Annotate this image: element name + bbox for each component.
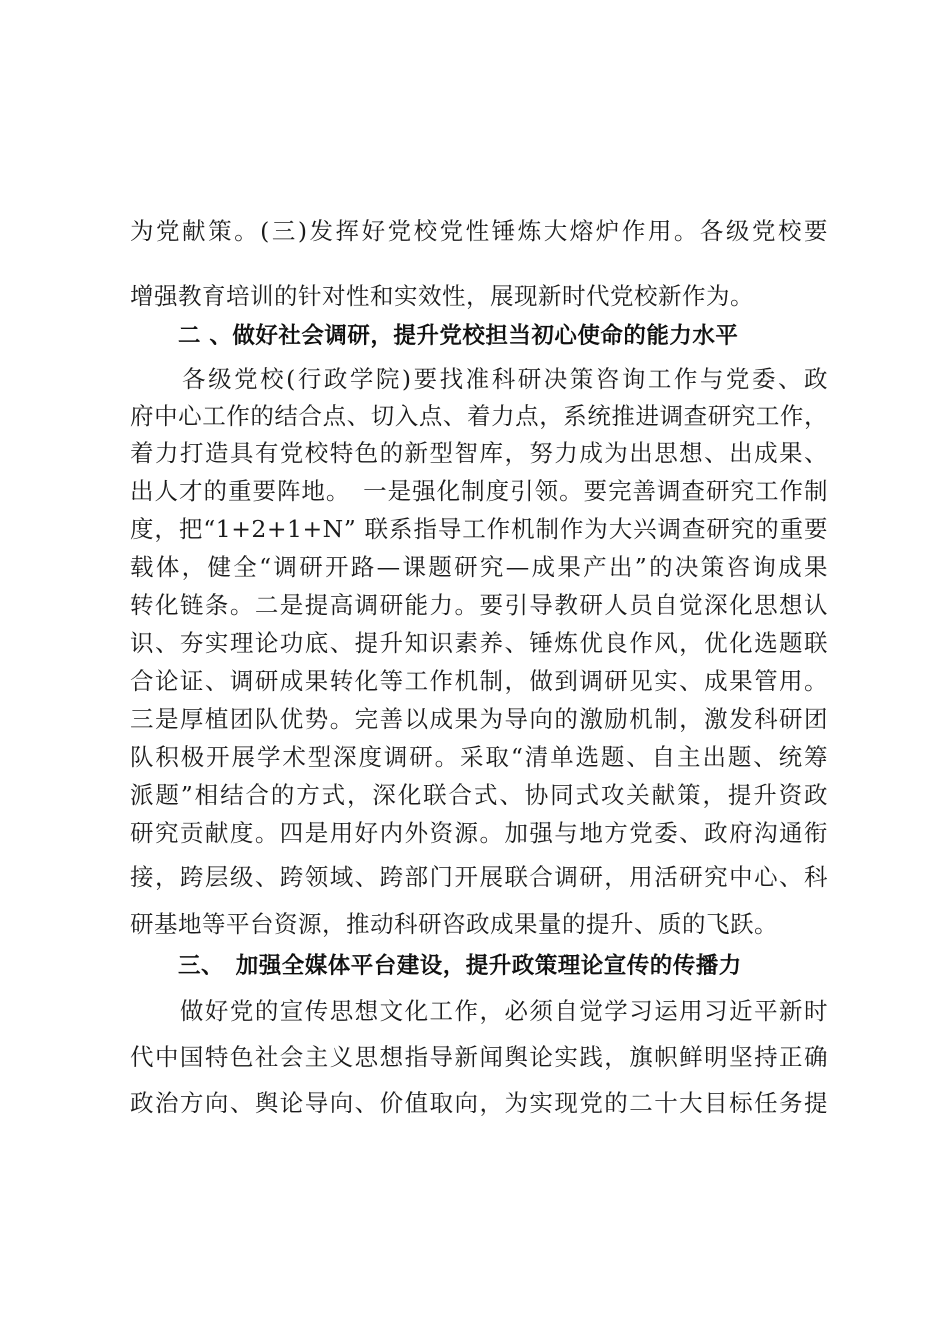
text-line: 政治方向、舆论导向、价值取向，为实现党的二十大目标任务提 — [130, 1089, 828, 1117]
text-line: 做好党的宣传思想文化工作，必须自觉学习运用习近平新时 — [130, 997, 828, 1025]
text-line: 接，跨层级、跨领域、跨部门开展联合调研，用活研究中心、科 — [130, 863, 828, 891]
text-line: 府中心工作的结合点、切入点、着力点，系统推进调查研究工作， — [130, 402, 828, 430]
text-line: 代中国特色社会主义思想指导新闻舆论实践，旗帜鲜明坚持正确 — [130, 1043, 828, 1071]
text-line: 着力打造具有党校特色的新型智库，努力成为出思想、出成果、 — [130, 439, 828, 467]
text-line: 研究贡献度。四是用好内外资源。加强与地方党委、政府沟通衔 — [130, 819, 828, 847]
text-line: 派题”相结合的方式，深化联合式、协同式攻关献策，提升资政 — [130, 781, 828, 809]
text-line: 度，把“1+2+1+N” 联系指导工作机制作为大兴调查研究的重要 — [130, 515, 828, 543]
text-line: 为党献策。(三)发挥好党校党性锤炼大熔炉作用。各级党校要 — [130, 217, 828, 245]
text-line: 队积极开展学术型深度调研。采取“清单选题、自主出题、统筹 — [130, 743, 828, 771]
section-heading-3: 三、 加强全媒体平台建设，提升政策理论宣传的传播力 — [178, 953, 742, 979]
text-line: 转化链条。二是提高调研能力。要引导教研人员自觉深化思想认 — [130, 591, 828, 619]
text-line: 各级党校(行政学院)要找准科研决策咨询工作与党委、政 — [130, 365, 828, 393]
text-line: 载体，健全“调研开路—课题研究—成果产出”的决策咨询成果 — [130, 553, 828, 581]
text-line: 出人才的重要阵地。 一是强化制度引领。要完善调查研究工作制 — [130, 477, 828, 505]
text-line: 增强教育培训的针对性和实效性，展现新时代党校新作为。 — [130, 282, 754, 310]
text-line: 合论证、调研成果转化等工作机制，做到调研见实、成果管用。 — [130, 667, 828, 695]
text-line: 研基地等平台资源，推动科研咨政成果量的提升、质的飞跃。 — [130, 910, 778, 938]
text-line: 识、夯实理论功底、提升知识素养、锤炼优良作风，优化选题联 — [130, 629, 828, 657]
section-heading-2: 二 、做好社会调研，提升党校担当初心使命的能力水平 — [178, 323, 739, 349]
text-line: 三是厚植团队优势。完善以成果为导向的激励机制，激发科研团 — [130, 705, 828, 733]
